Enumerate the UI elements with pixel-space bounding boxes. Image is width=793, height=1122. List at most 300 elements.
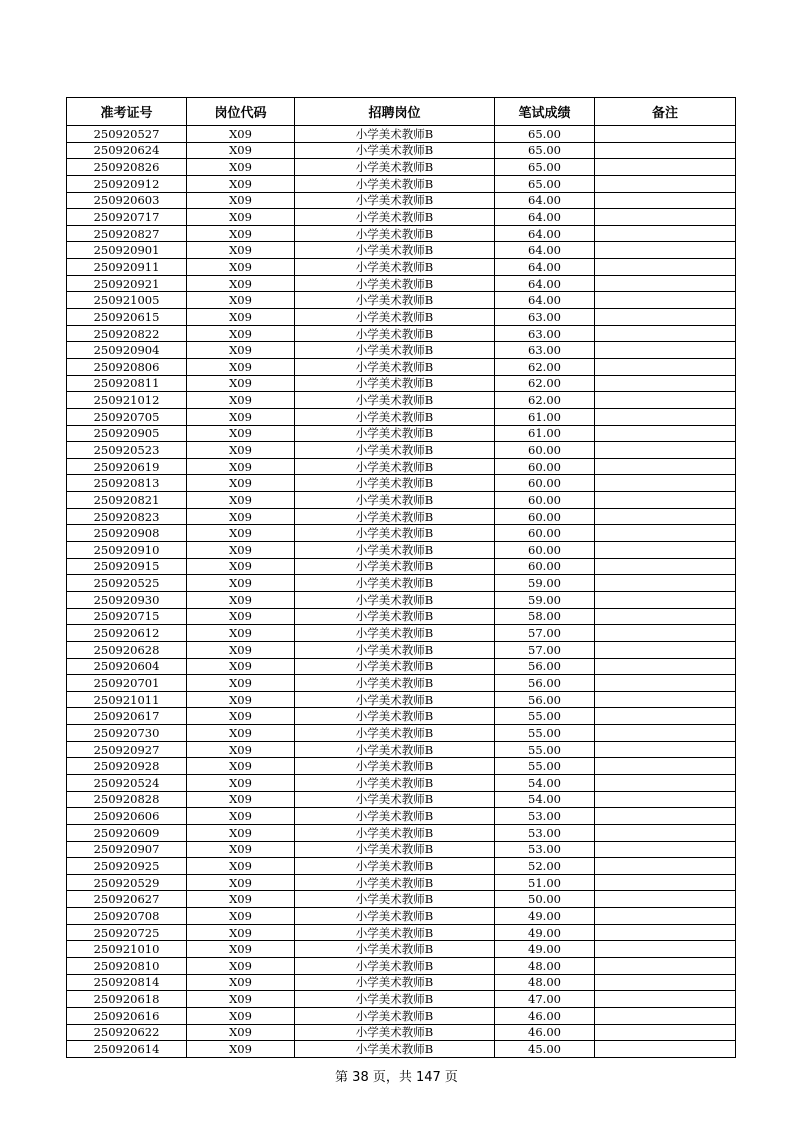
table-row: [67, 908, 736, 925]
position-name-cell: 小学美术教师B: [295, 958, 495, 975]
remarks-cell: [595, 225, 736, 242]
remarks-cell: [595, 891, 736, 908]
position-code-cell: X09: [187, 225, 295, 242]
table-row: [67, 1024, 736, 1041]
position-name-cell: 小学美术教师B: [295, 442, 495, 459]
remarks-cell: [595, 958, 736, 975]
table-row: [67, 891, 736, 908]
exam-id-cell: 250920927: [67, 741, 187, 758]
score-cell: 64.00: [495, 192, 595, 209]
table-row: [67, 292, 736, 309]
table-row: [67, 442, 736, 459]
remarks-cell: [595, 608, 736, 625]
table-row: [67, 874, 736, 891]
position-name-cell: 小学美术教师B: [295, 791, 495, 808]
position-code-cell: X09: [187, 841, 295, 858]
position-name-cell: 小学美术教师B: [295, 375, 495, 392]
position-code-cell: X09: [187, 275, 295, 292]
table-row: [67, 525, 736, 542]
position-name-cell: 小学美术教师B: [295, 858, 495, 875]
remarks-cell: [595, 858, 736, 875]
position-name-cell: 小学美术教师B: [295, 608, 495, 625]
position-code-cell: X09: [187, 442, 295, 459]
table-row: [67, 275, 736, 292]
table-row: [67, 458, 736, 475]
position-name-cell: 小学美术教师B: [295, 458, 495, 475]
remarks-cell: [595, 725, 736, 742]
position-name-cell: 小学美术教师B: [295, 408, 495, 425]
exam-id-cell: 250920730: [67, 725, 187, 742]
header-remarks: 备注: [595, 98, 736, 126]
position-name-cell: 小学美术教师B: [295, 774, 495, 791]
score-cell: 64.00: [495, 275, 595, 292]
table-row: [67, 225, 736, 242]
position-code-cell: X09: [187, 858, 295, 875]
position-name-cell: 小学美术教师B: [295, 841, 495, 858]
position-code-cell: X09: [187, 392, 295, 409]
exam-id-cell: 250920806: [67, 358, 187, 375]
table-row: [67, 691, 736, 708]
exam-id-cell: 250920901: [67, 242, 187, 259]
table-row: [67, 542, 736, 559]
exam-id-cell: 250920604: [67, 658, 187, 675]
position-code-cell: X09: [187, 874, 295, 891]
score-cell: 63.00: [495, 309, 595, 326]
position-name-cell: 小学美术教师B: [295, 591, 495, 608]
score-cell: 46.00: [495, 1007, 595, 1024]
table-row: [67, 991, 736, 1008]
score-cell: 59.00: [495, 575, 595, 592]
exam-id-cell: 250920715: [67, 608, 187, 625]
exam-id-cell: 250920708: [67, 908, 187, 925]
remarks-cell: [595, 658, 736, 675]
exam-id-cell: 250920823: [67, 508, 187, 525]
score-cell: 54.00: [495, 774, 595, 791]
score-table: [66, 97, 736, 1058]
position-code-cell: X09: [187, 325, 295, 342]
score-cell: 47.00: [495, 991, 595, 1008]
exam-id-cell: 250920826: [67, 159, 187, 176]
exam-id-cell: 250920908: [67, 525, 187, 542]
remarks-cell: [595, 791, 736, 808]
remarks-cell: [595, 375, 736, 392]
exam-id-cell: 250920705: [67, 408, 187, 425]
score-cell: 53.00: [495, 841, 595, 858]
table-row: [67, 142, 736, 159]
position-code-cell: X09: [187, 458, 295, 475]
table-row: [67, 375, 736, 392]
table-row: [67, 974, 736, 991]
score-cell: 49.00: [495, 941, 595, 958]
remarks-cell: [595, 475, 736, 492]
position-code-cell: X09: [187, 708, 295, 725]
position-name-cell: 小学美术教师B: [295, 558, 495, 575]
position-name-cell: 小学美术教师B: [295, 142, 495, 159]
position-code-cell: X09: [187, 908, 295, 925]
exam-id-cell: 250920622: [67, 1024, 187, 1041]
position-code-cell: X09: [187, 558, 295, 575]
page-footer: 第 38 页，共 147 页: [335, 1070, 458, 1085]
remarks-cell: [595, 908, 736, 925]
remarks-cell: [595, 192, 736, 209]
position-name-cell: 小学美术教师B: [295, 542, 495, 559]
remarks-cell: [595, 425, 736, 442]
exam-id-cell: 250920928: [67, 758, 187, 775]
exam-id-cell: 250920615: [67, 309, 187, 326]
header-exam-id: 准考证号: [67, 98, 187, 126]
remarks-cell: [595, 641, 736, 658]
exam-id-cell: 250920627: [67, 891, 187, 908]
table-row: [67, 841, 736, 858]
exam-id-cell: 250921012: [67, 392, 187, 409]
score-cell: 64.00: [495, 209, 595, 226]
score-cell: 48.00: [495, 974, 595, 991]
remarks-cell: [595, 325, 736, 342]
exam-id-cell: 250920609: [67, 824, 187, 841]
remarks-cell: [595, 458, 736, 475]
score-cell: 55.00: [495, 758, 595, 775]
remarks-cell: [595, 209, 736, 226]
header-written-score: 笔试成绩: [495, 98, 595, 126]
position-name-cell: 小学美术教师B: [295, 192, 495, 209]
position-name-cell: 小学美术教师B: [295, 1024, 495, 1041]
header-position-code: 岗位代码: [187, 98, 295, 126]
exam-id-cell: 250920529: [67, 874, 187, 891]
table-row: [67, 159, 736, 176]
table-row: [67, 209, 736, 226]
position-code-cell: X09: [187, 292, 295, 309]
exam-id-cell: 250920921: [67, 275, 187, 292]
position-code-cell: X09: [187, 641, 295, 658]
exam-id-cell: 250920523: [67, 442, 187, 459]
position-name-cell: 小学美术教师B: [295, 974, 495, 991]
position-name-cell: 小学美术教师B: [295, 758, 495, 775]
table-body: [67, 126, 736, 1058]
table-row: [67, 358, 736, 375]
exam-id-cell: 250921005: [67, 292, 187, 309]
position-name-cell: 小学美术教师B: [295, 209, 495, 226]
position-code-cell: X09: [187, 542, 295, 559]
position-code-cell: X09: [187, 492, 295, 509]
position-name-cell: 小学美术教师B: [295, 525, 495, 542]
position-name-cell: 小学美术教师B: [295, 225, 495, 242]
position-name-cell: 小学美术教师B: [295, 175, 495, 192]
table-row: [67, 175, 736, 192]
remarks-cell: [595, 808, 736, 825]
position-code-cell: X09: [187, 425, 295, 442]
score-cell: 65.00: [495, 159, 595, 176]
table-row: [67, 1007, 736, 1024]
score-cell: 48.00: [495, 958, 595, 975]
remarks-cell: [595, 675, 736, 692]
score-cell: 65.00: [495, 126, 595, 143]
table-row: [67, 126, 736, 143]
score-cell: 64.00: [495, 259, 595, 276]
remarks-cell: [595, 508, 736, 525]
position-code-cell: X09: [187, 1041, 295, 1058]
remarks-cell: [595, 292, 736, 309]
score-cell: 61.00: [495, 408, 595, 425]
remarks-cell: [595, 309, 736, 326]
table-row: [67, 508, 736, 525]
position-name-cell: 小学美术教师B: [295, 908, 495, 925]
score-cell: 56.00: [495, 691, 595, 708]
table-row: [67, 774, 736, 791]
exam-id-cell: 250920911: [67, 259, 187, 276]
remarks-cell: [595, 1024, 736, 1041]
table-row: [67, 675, 736, 692]
table-row: [67, 259, 736, 276]
exam-id-cell: 250920915: [67, 558, 187, 575]
exam-id-cell: 250920717: [67, 209, 187, 226]
table-row: [67, 958, 736, 975]
score-cell: 54.00: [495, 791, 595, 808]
score-cell: 60.00: [495, 442, 595, 459]
position-code-cell: X09: [187, 974, 295, 991]
score-cell: 65.00: [495, 142, 595, 159]
remarks-cell: [595, 126, 736, 143]
score-cell: 55.00: [495, 708, 595, 725]
remarks-cell: [595, 625, 736, 642]
table-row: [67, 242, 736, 259]
table-row: [67, 791, 736, 808]
exam-id-cell: 250920616: [67, 1007, 187, 1024]
score-cell: 62.00: [495, 375, 595, 392]
exam-id-cell: 250920614: [67, 1041, 187, 1058]
remarks-cell: [595, 492, 736, 509]
position-code-cell: X09: [187, 941, 295, 958]
position-code-cell: X09: [187, 192, 295, 209]
header-position-name: 招聘岗位: [295, 98, 495, 126]
exam-id-cell: 250920925: [67, 858, 187, 875]
table-row: [67, 808, 736, 825]
score-cell: 49.00: [495, 924, 595, 941]
position-name-cell: 小学美术教师B: [295, 1041, 495, 1058]
score-cell: 60.00: [495, 508, 595, 525]
exam-id-cell: 250920624: [67, 142, 187, 159]
position-code-cell: X09: [187, 725, 295, 742]
table-row: [67, 492, 736, 509]
exam-id-cell: 250920821: [67, 492, 187, 509]
table-row: [67, 192, 736, 209]
position-name-cell: 小学美术教师B: [295, 325, 495, 342]
score-cell: 53.00: [495, 808, 595, 825]
remarks-cell: [595, 774, 736, 791]
exam-id-cell: 250920725: [67, 924, 187, 941]
table-row: [67, 425, 736, 442]
exam-id-cell: 250920910: [67, 542, 187, 559]
exam-id-cell: 250920811: [67, 375, 187, 392]
position-code-cell: X09: [187, 575, 295, 592]
position-code-cell: X09: [187, 159, 295, 176]
exam-id-cell: 250920525: [67, 575, 187, 592]
position-name-cell: 小学美术教师B: [295, 641, 495, 658]
position-code-cell: X09: [187, 508, 295, 525]
position-name-cell: 小学美术教师B: [295, 741, 495, 758]
position-name-cell: 小学美术教师B: [295, 275, 495, 292]
score-cell: 60.00: [495, 558, 595, 575]
table-row: [67, 924, 736, 941]
position-code-cell: X09: [187, 375, 295, 392]
position-name-cell: 小学美术教师B: [295, 475, 495, 492]
position-name-cell: 小学美术教师B: [295, 725, 495, 742]
score-cell: 50.00: [495, 891, 595, 908]
position-code-cell: X09: [187, 242, 295, 259]
remarks-cell: [595, 974, 736, 991]
position-name-cell: 小学美术教师B: [295, 891, 495, 908]
score-cell: 64.00: [495, 292, 595, 309]
exam-id-cell: 250920527: [67, 126, 187, 143]
position-name-cell: 小学美术教师B: [295, 126, 495, 143]
exam-id-cell: 250920904: [67, 342, 187, 359]
table-row: [67, 342, 736, 359]
table-row: [67, 309, 736, 326]
exam-id-cell: 250920828: [67, 791, 187, 808]
position-code-cell: X09: [187, 209, 295, 226]
position-name-cell: 小学美术教师B: [295, 675, 495, 692]
table-row: [67, 608, 736, 625]
position-name-cell: 小学美术教师B: [295, 259, 495, 276]
score-cell: 64.00: [495, 242, 595, 259]
score-cell: 65.00: [495, 175, 595, 192]
remarks-cell: [595, 741, 736, 758]
position-code-cell: X09: [187, 958, 295, 975]
remarks-cell: [595, 159, 736, 176]
position-code-cell: X09: [187, 309, 295, 326]
position-name-cell: 小学美术教师B: [295, 625, 495, 642]
table-row: [67, 941, 736, 958]
position-name-cell: 小学美术教师B: [295, 392, 495, 409]
score-cell: 56.00: [495, 675, 595, 692]
remarks-cell: [595, 991, 736, 1008]
table-row: [67, 858, 736, 875]
position-name-cell: 小学美术教师B: [295, 691, 495, 708]
table-row: [67, 641, 736, 658]
position-code-cell: X09: [187, 824, 295, 841]
remarks-cell: [595, 758, 736, 775]
position-name-cell: 小学美术教师B: [295, 808, 495, 825]
exam-id-cell: 250920603: [67, 192, 187, 209]
table-row: [67, 325, 736, 342]
remarks-cell: [595, 442, 736, 459]
score-cell: 60.00: [495, 475, 595, 492]
position-name-cell: 小学美术教师B: [295, 492, 495, 509]
position-name-cell: 小学美术教师B: [295, 425, 495, 442]
exam-id-cell: 250920628: [67, 641, 187, 658]
position-name-cell: 小学美术教师B: [295, 1007, 495, 1024]
position-code-cell: X09: [187, 991, 295, 1008]
score-cell: 57.00: [495, 625, 595, 642]
exam-id-cell: 250920617: [67, 708, 187, 725]
position-code-cell: X09: [187, 358, 295, 375]
remarks-cell: [595, 358, 736, 375]
exam-id-cell: 250920618: [67, 991, 187, 1008]
remarks-cell: [595, 1007, 736, 1024]
position-code-cell: X09: [187, 625, 295, 642]
position-code-cell: X09: [187, 475, 295, 492]
exam-id-cell: 250920827: [67, 225, 187, 242]
table-row: [67, 1041, 736, 1058]
table-row: [67, 824, 736, 841]
score-cell: 60.00: [495, 458, 595, 475]
score-cell: 52.00: [495, 858, 595, 875]
score-cell: 60.00: [495, 525, 595, 542]
position-name-cell: 小学美术教师B: [295, 159, 495, 176]
exam-id-cell: 250920612: [67, 625, 187, 642]
remarks-cell: [595, 708, 736, 725]
exam-id-cell: 250920912: [67, 175, 187, 192]
score-cell: 62.00: [495, 358, 595, 375]
remarks-cell: [595, 1041, 736, 1058]
remarks-cell: [595, 924, 736, 941]
score-cell: 63.00: [495, 342, 595, 359]
remarks-cell: [595, 874, 736, 891]
position-code-cell: X09: [187, 408, 295, 425]
exam-id-cell: 250920822: [67, 325, 187, 342]
remarks-cell: [595, 841, 736, 858]
exam-id-cell: 250920907: [67, 841, 187, 858]
score-cell: 49.00: [495, 908, 595, 925]
table-row: [67, 392, 736, 409]
table-row: [67, 475, 736, 492]
position-code-cell: X09: [187, 142, 295, 159]
exam-id-cell: 250920524: [67, 774, 187, 791]
position-code-cell: X09: [187, 808, 295, 825]
position-code-cell: X09: [187, 691, 295, 708]
position-name-cell: 小学美术教师B: [295, 358, 495, 375]
score-cell: 55.00: [495, 741, 595, 758]
exam-id-cell: 250921011: [67, 691, 187, 708]
remarks-cell: [595, 558, 736, 575]
score-cell: 60.00: [495, 492, 595, 509]
table-row: [67, 725, 736, 742]
score-cell: 45.00: [495, 1041, 595, 1058]
remarks-cell: [595, 591, 736, 608]
table-row: [67, 658, 736, 675]
remarks-cell: [595, 242, 736, 259]
position-name-cell: 小学美术教师B: [295, 309, 495, 326]
remarks-cell: [595, 824, 736, 841]
position-code-cell: X09: [187, 924, 295, 941]
exam-id-cell: 250920814: [67, 974, 187, 991]
table-row: [67, 575, 736, 592]
score-cell: 63.00: [495, 325, 595, 342]
position-code-cell: X09: [187, 758, 295, 775]
score-cell: 59.00: [495, 591, 595, 608]
exam-id-cell: 250920810: [67, 958, 187, 975]
score-cell: 55.00: [495, 725, 595, 742]
position-name-cell: 小学美术教师B: [295, 242, 495, 259]
position-name-cell: 小学美术教师B: [295, 292, 495, 309]
exam-id-cell: 250920619: [67, 458, 187, 475]
score-cell: 51.00: [495, 874, 595, 891]
position-code-cell: X09: [187, 1007, 295, 1024]
table-row: [67, 625, 736, 642]
score-cell: 60.00: [495, 542, 595, 559]
position-code-cell: X09: [187, 608, 295, 625]
position-name-cell: 小学美术教师B: [295, 924, 495, 941]
position-code-cell: X09: [187, 741, 295, 758]
exam-id-cell: 250920701: [67, 675, 187, 692]
position-name-cell: 小学美术教师B: [295, 658, 495, 675]
exam-id-cell: 250920905: [67, 425, 187, 442]
exam-id-cell: 250920813: [67, 475, 187, 492]
remarks-cell: [595, 142, 736, 159]
position-code-cell: X09: [187, 774, 295, 791]
score-cell: 61.00: [495, 425, 595, 442]
score-cell: 64.00: [495, 225, 595, 242]
position-code-cell: X09: [187, 175, 295, 192]
